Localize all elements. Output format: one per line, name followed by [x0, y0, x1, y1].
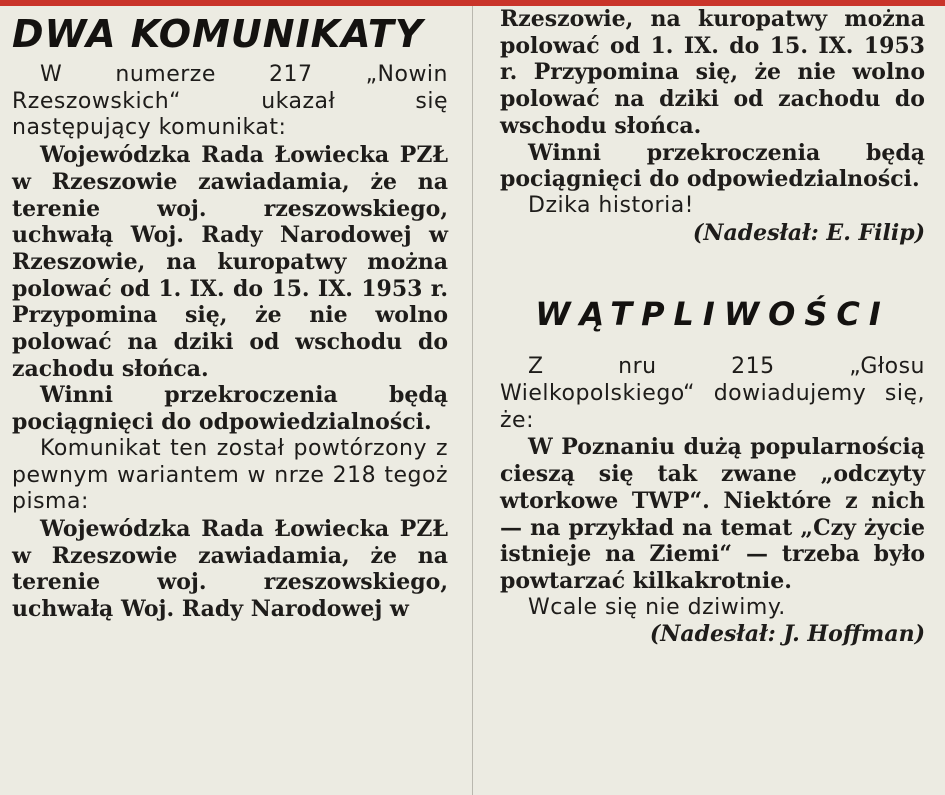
- quoted-announcement-2-start: Wojewódzka Rada Łowiecka PZŁ w Rzeszowie zawiadamia, że na terenie woj. rzeszowskiego, uchwałą Woj. Rady Narodowej w: [12, 515, 448, 623]
- quoted-warning-1: Winni przekroczenia będą pociągnięci do odpowiedzialności.: [12, 382, 448, 436]
- quoted-warning-2: Winni przekroczenia będą pociągnięci do odpowiedzialności.: [500, 139, 925, 193]
- quoted-announcement-2-end: Rzeszowie, na kuropatwy można polować od 1. IX. do 15. IX. 1953 r. Przypomina się, że nie wolno polować na dziki od zachodu do wschodu słońca.: [500, 6, 925, 139]
- intro-paragraph: W numerze 217 „Nowin Rzeszowskich“ ukazał się następujący komunikat:: [12, 62, 448, 141]
- headline-dwa-komunikaty: DWA KOMUNIKATY: [12, 12, 424, 56]
- right-column: [500, 6, 925, 648]
- signature-filip: (Nadesłał: E. Filip): [692, 219, 925, 246]
- comment-wcale: Wcale się nie dziwimy.: [528, 594, 786, 620]
- left-column: [12, 6, 448, 623]
- intro-paragraph-2: Z nru 215 „Głosu Wielkopolskiego“ dowiadujemy się, że:: [500, 354, 925, 433]
- quoted-announcement-1: Wojewódzka Rada Łowiecka PZŁ w Rzeszowie zawiadamia, że na terenie woj. rzeszowskiego, uchwałą Woj. Rady Narodowej w Rzeszowie, na kuropatwy można polować od 1. IX. do 15. IX. 1953 r. Przypomina się, że nie wolno polować na dziki od wschodu do zachodu słońca.: [12, 142, 448, 382]
- headline-watpliwosci: WĄTPLIWOŚCI: [535, 295, 890, 334]
- column-divider: [472, 6, 473, 795]
- repeat-paragraph: Komunikat ten został powtórzony z pewnym wariantem w nrze 218 tegoż pisma:: [12, 435, 448, 515]
- signature-hoffman: (Nadesłał: J. Hoffman): [649, 621, 925, 648]
- quoted-poznan-text: W Poznaniu dużą popularnością cieszą się tak zwane „odczyty wtorkowe TWP“. Niektóre z nich — na przykład na temat „Czy życie istnieje na Ziemi“ — trzeba było powtarzać kilkakrotnie.: [500, 434, 925, 594]
- comment-dzika-historia: Dzika historia!: [528, 192, 694, 218]
